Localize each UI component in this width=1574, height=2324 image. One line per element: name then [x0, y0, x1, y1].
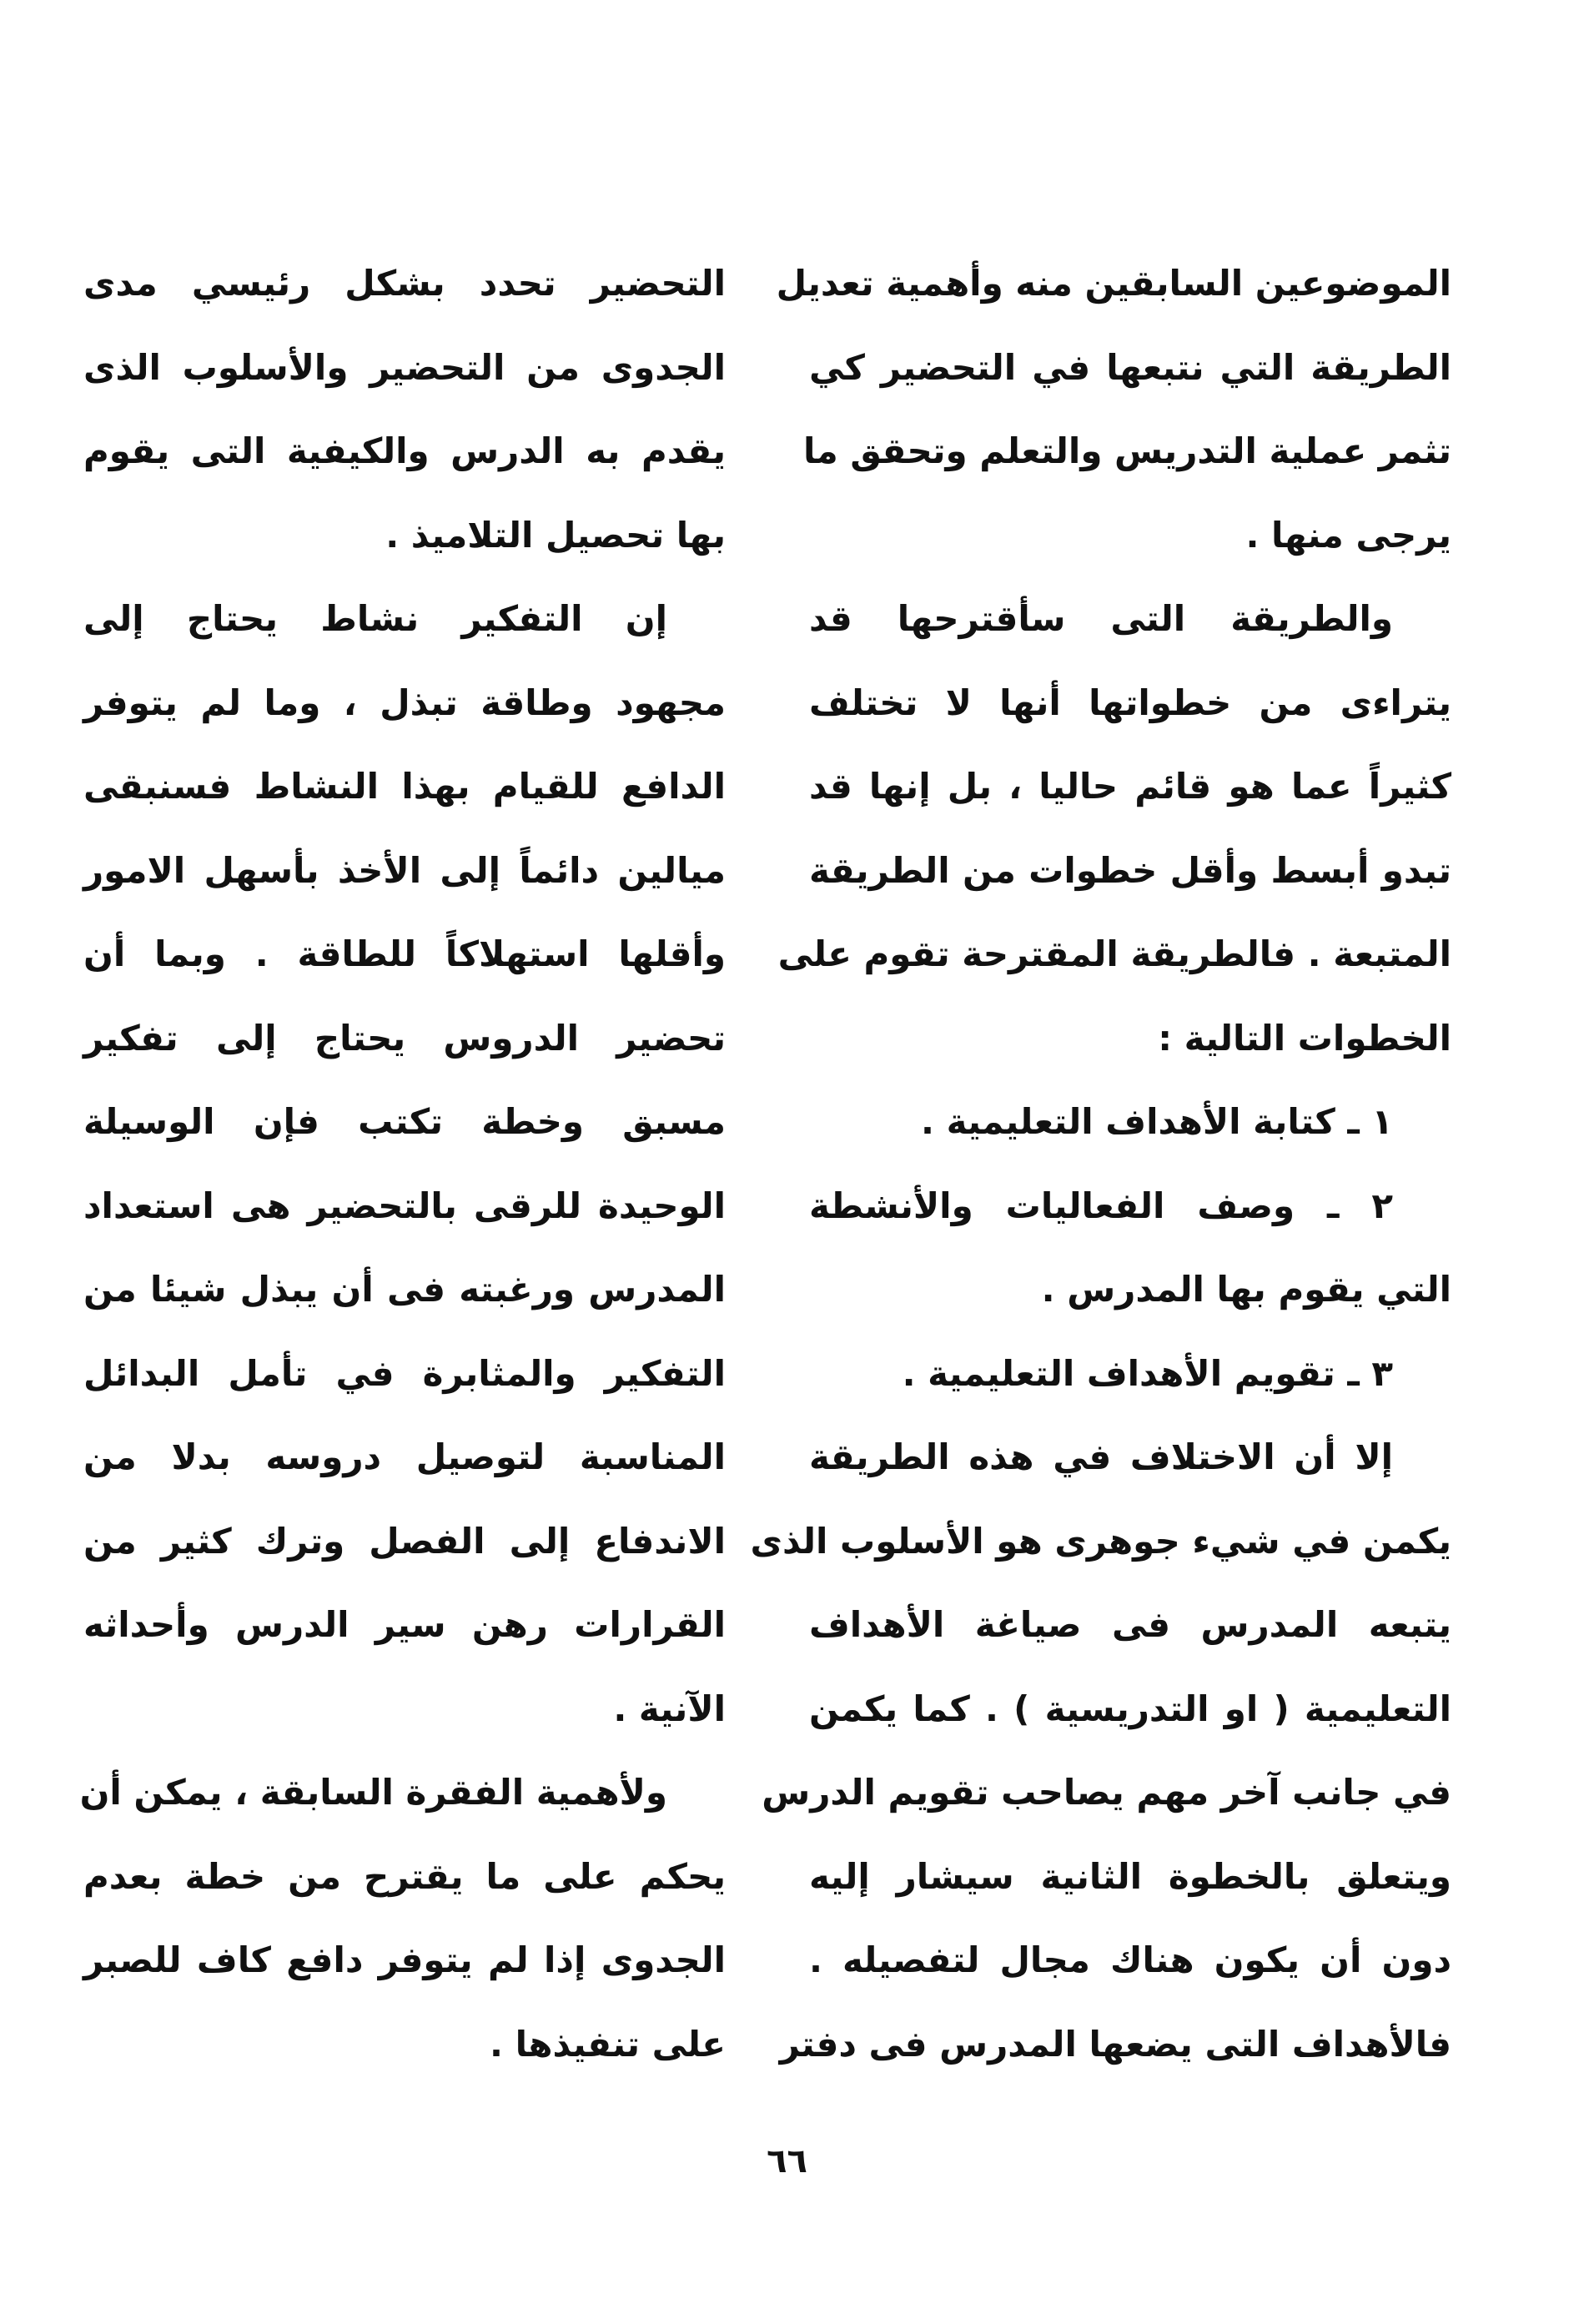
text-line: الدافع للقيام بهذا النشاط فسنبقى: [83, 766, 726, 807]
text-line: الخطوات التالية :: [1158, 1017, 1451, 1059]
text-line: تحضير الدروس يحتاج إلى تفكير: [83, 1017, 726, 1059]
text-line: المدرس ورغبته فى أن يبذل شيئا من: [83, 1269, 726, 1310]
text-line: على تنفيذها .: [490, 2023, 726, 2065]
text-line: ولأهمية الفقرة السابقة ، يمكن أن: [79, 1772, 667, 1813]
text-line: الطريقة التي نتبعها في التحضير كي: [809, 346, 1451, 388]
text-line: الجدوى من التحضير والأسلوب الذى: [83, 346, 726, 388]
text-line: الاندفاع إلى الفصل وترك كثير من: [83, 1520, 726, 1562]
text-line: القرارات رهن سير الدرس وأحداثه: [83, 1604, 726, 1645]
text-line: ميالين دائماً إلى الأخذ بأسهل الامور: [83, 849, 726, 891]
text-line: الآنية .: [613, 1688, 726, 1729]
list-item-3: ٣ ـ تقويم الأهداف التعليمية .: [902, 1352, 1393, 1394]
list-item-2: ٢ ـ وصف الفعاليات والأنشطة: [809, 1185, 1393, 1226]
text-line: يتراءى من خطواتها أنها لا تختلف: [809, 682, 1451, 723]
text-line: التي يقوم بها المدرس .: [1041, 1269, 1451, 1310]
text-line: المناسبة لتوصيل دروسه بدلا من: [83, 1436, 726, 1477]
left-text-column: [79, 242, 726, 2086]
text-line: تبدو أبسط وأقل خطوات من الطريقة: [809, 849, 1451, 891]
text-line: في جانب آخر مهم يصاحب تقويم الدرس: [762, 1772, 1451, 1813]
text-line: الموضوعين السابقين منه وأهمية تعديل: [776, 263, 1451, 304]
text-line: يرجى منها .: [1245, 514, 1451, 556]
text-line: كثيراً عما هو قائم حاليا ، بل إنها قد: [809, 766, 1451, 807]
text-line: يحكم على ما يقترح من خطة بعدم: [83, 1855, 726, 1897]
text-line: التحضير تحدد بشكل رئيسي مدى: [83, 263, 726, 304]
text-line: وأقلها استهلاكاً للطاقة . وبما أن: [83, 933, 726, 974]
list-item-1: ١ ـ كتابة الأهداف التعليمية .: [921, 1101, 1393, 1142]
text-line: فالأهداف التى يضعها المدرس فى دفتر: [779, 2023, 1451, 2065]
text-line: يقدم به الدرس والكيفية التى يقوم: [83, 430, 726, 471]
text-line: يتبعه المدرس فى صياغة الأهداف: [809, 1604, 1451, 1645]
text-line: دون أن يكون هناك مجال لتفصيله .: [809, 1939, 1451, 1980]
text-line: الوحيدة للرقى بالتحضير هى استعداد: [83, 1185, 726, 1226]
text-line: الجدوى إذا لم يتوفر دافع كاف للصبر: [83, 1939, 726, 1980]
text-line: والطريقة التى سأقترحها قد: [809, 598, 1393, 639]
text-line: المتبعة . فالطريقة المقترحة تقوم على: [777, 933, 1451, 974]
text-line: تثمر عملية التدريس والتعلم وتحقق ما: [802, 430, 1451, 471]
text-line: التعليمية ( او التدريسية ) . كما يكمن: [809, 1688, 1451, 1729]
text-line: يكمن في شيء جوهرى هو الأسلوب الذى: [750, 1520, 1451, 1562]
text-line: إن التفكير نشاط يحتاج إلى: [83, 598, 667, 639]
text-line: مجهود وطاقة تبذل ، وما لم يتوفر: [83, 682, 726, 723]
right-text-column: [750, 242, 1451, 2086]
text-line: التفكير والمثابرة في تأمل البدائل: [83, 1352, 726, 1394]
text-line: مسبق وخطة تكتب فإن الوسيلة: [83, 1101, 726, 1142]
text-line: بها تحصيل التلاميذ .: [385, 514, 726, 556]
text-line: ويتعلق بالخطوة الثانية سيشار إليه: [809, 1855, 1451, 1897]
page-number: ٦٦: [767, 2142, 807, 2181]
text-line: إلا أن الاختلاف في هذه الطريقة: [809, 1436, 1393, 1477]
